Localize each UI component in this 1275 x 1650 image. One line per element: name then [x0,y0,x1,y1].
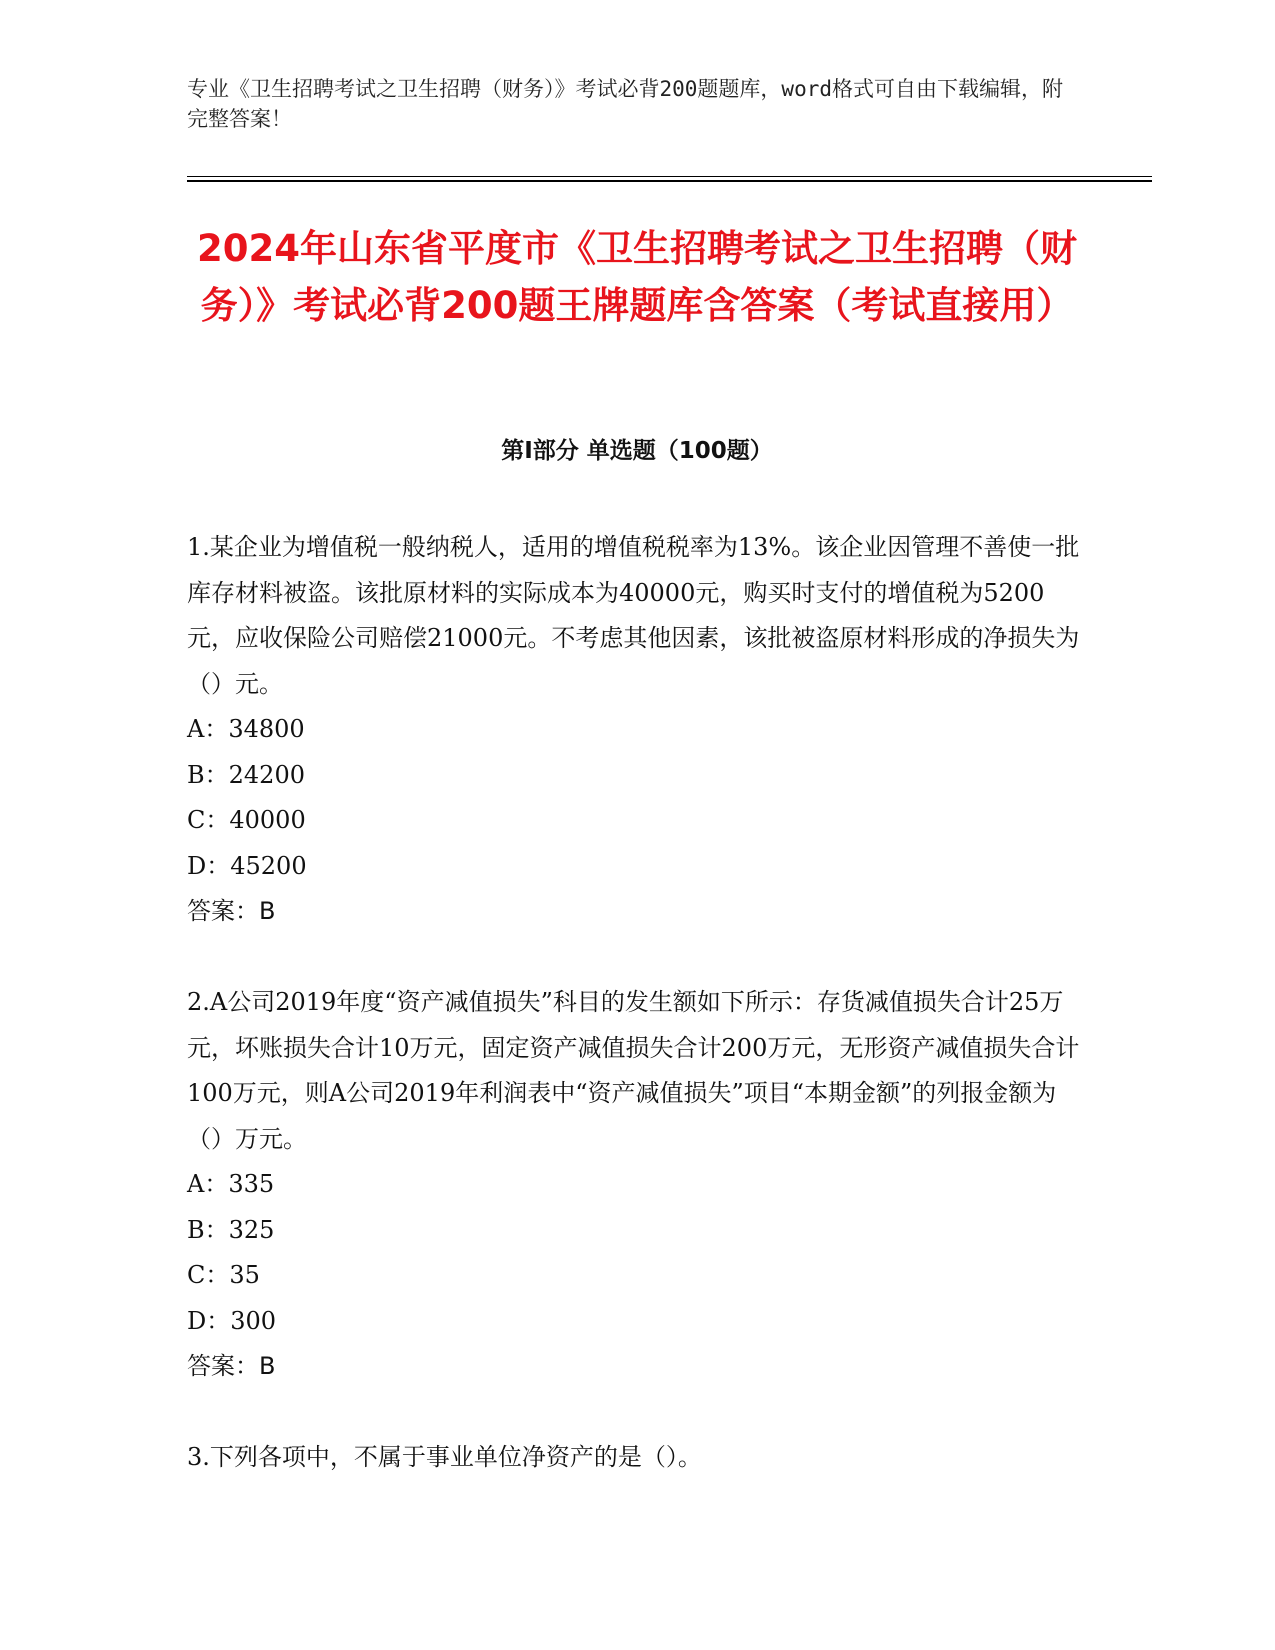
option-a: A：34800 [187,715,305,743]
option-b: B：24200 [187,760,305,789]
option-d: D：300 [187,1306,277,1335]
question-3 [187,1435,1087,1481]
option-c: C：35 [187,1261,260,1289]
question-text: 3.下列各项中，不属于事业单位净资产的是（）。 [187,1443,702,1471]
option-a: A：335 [187,1170,275,1198]
answer-line: 答案：B [187,897,276,925]
answer-line: 答案：B [187,1352,276,1380]
section-heading: 第Ⅰ部分 单选题（100题） [501,438,773,464]
header-note: 专业《卫生招聘考试之卫生招聘（财务）》考试必背200题题库，word格式可自由下载编辑，附完整答案！ [187,77,1063,131]
header-rule-thick [187,180,1152,182]
header-rule-thin [187,176,1152,177]
question-text: 1.某企业为增值税一般纳税人，适用的增值税税率为13%。该企业因管理不善使一批库存材料被盗。该批原材料的实际成本为40000元，购买时支付的增值税为5200元，应收保险公司赔偿21000元。不考虑其他因素，该批被盗原材料形成的净损失为（）元。 [187,533,1080,698]
document-title: 2024年山东省平度市《卫生招聘考试之卫生招聘（财务）》考试必背200题王牌题库含答案（考试直接用） [197,227,1077,327]
question-2 [187,980,1087,1390]
option-b: B：325 [187,1215,275,1244]
question-text: 2.A公司2019年度“资产减值损失”科目的发生额如下所示：存货减值损失合计25万元，坏账损失合计10万元，固定资产减值损失合计200万元，无形资产减值损失合计100万元，则A公司2019年利润表中“资产减值损失”项目“本期金额”的列报金额为（）万元。 [187,988,1080,1153]
option-c: C：40000 [187,806,306,834]
option-d: D：45200 [187,851,307,880]
question-1 [187,525,1087,935]
